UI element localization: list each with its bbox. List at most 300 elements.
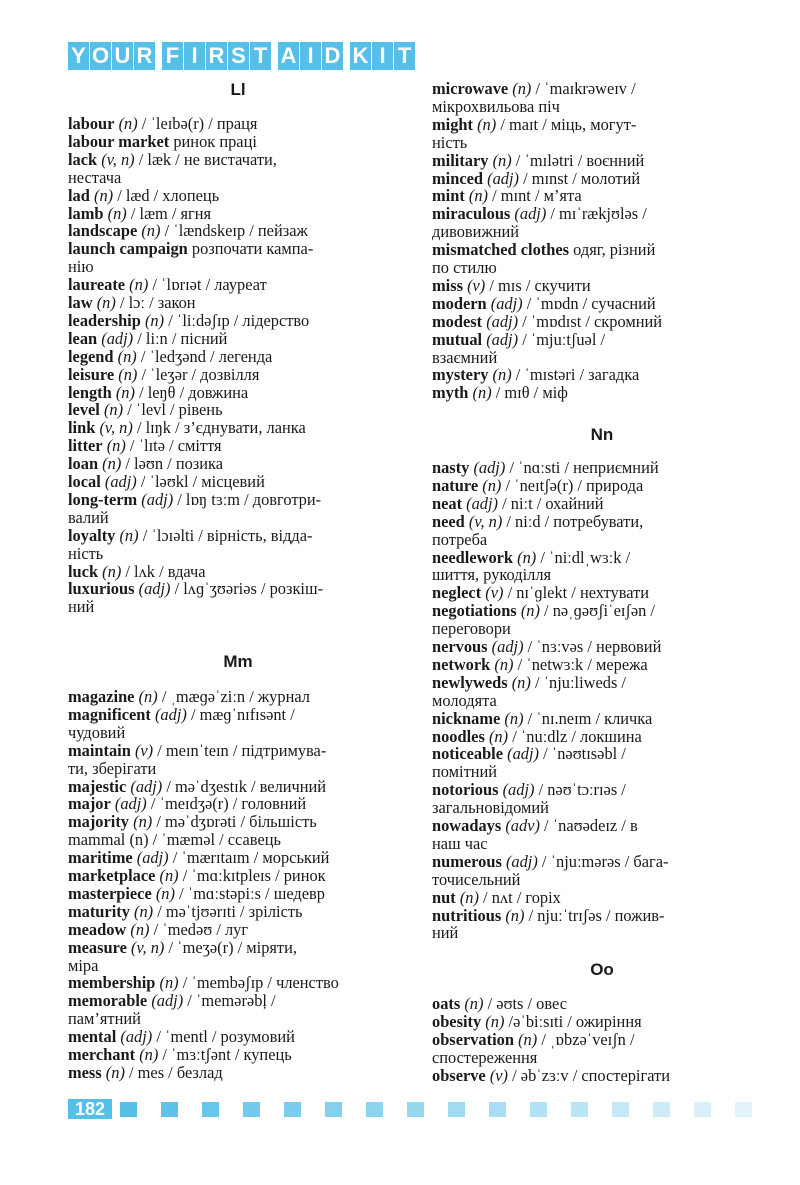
part-of-speech: (n) <box>118 114 138 133</box>
part-of-speech: (n) <box>492 150 512 170</box>
dictionary-entry <box>68 205 211 223</box>
definition-text: / ˈmɒdɪst / скромний <box>522 311 663 331</box>
headword: microwave <box>432 79 509 98</box>
definition-text: / ləʊn / позика <box>125 454 224 474</box>
headword: nervous <box>432 637 488 656</box>
part-of-speech: (adj) <box>507 744 539 764</box>
headword: military <box>432 150 489 170</box>
dictionary-entry <box>432 477 643 495</box>
definition-text: / ˈmeʒə(r) / міряти, <box>168 937 297 957</box>
dictionary-entry <box>68 240 313 258</box>
definition-text: ти, зберігати <box>68 758 157 778</box>
part-of-speech: (n) <box>139 1045 159 1064</box>
definition-text: / lɒŋ tɜːm / довготри- <box>177 489 322 509</box>
definition-text: / læd / хлопець <box>117 185 220 205</box>
footer-square <box>120 1102 137 1117</box>
headword: major <box>68 794 111 814</box>
headword: labour <box>68 114 115 133</box>
definition-text: / ˈlɒrɪət / лауреат <box>152 275 267 295</box>
headword: length <box>68 382 112 402</box>
definition-text: шиття, рукоділля <box>432 565 552 585</box>
part-of-speech: (n) <box>115 382 135 402</box>
part-of-speech: (adj) <box>491 637 524 656</box>
part-of-speech: (n) <box>102 454 122 474</box>
header-letter-box: O <box>91 43 110 68</box>
dictionary-entry <box>68 366 259 384</box>
part-of-speech: (n) <box>107 203 127 223</box>
dictionary-entry <box>68 760 156 778</box>
headword: notorious <box>432 780 499 800</box>
definition-text: потреба <box>432 529 488 549</box>
letter-heading: Ll <box>230 80 246 99</box>
dictionary-entry <box>68 957 98 975</box>
definition-text: / maɪt / міць, могут- <box>500 114 637 134</box>
dictionary-entry <box>432 116 636 134</box>
header-word <box>278 42 344 70</box>
dictionary-entry <box>432 1049 537 1067</box>
definition-text: нію <box>68 257 94 277</box>
letter-heading: Nn <box>590 425 614 444</box>
dictionary-entry <box>68 473 265 491</box>
headword: laureate <box>68 275 126 295</box>
headword: noticeable <box>432 744 504 764</box>
footer-square <box>653 1102 670 1117</box>
dictionary-entry <box>68 885 325 903</box>
dictionary-entry <box>432 531 487 549</box>
definition-text: / meɪnˈteɪn / підтримува- <box>157 740 327 760</box>
footer-square <box>366 1102 383 1117</box>
headword: memorable <box>68 991 148 1011</box>
headword: noodles <box>432 726 485 746</box>
dictionary-entry <box>68 831 281 849</box>
footer-square <box>530 1102 547 1117</box>
definition-text: / əʊts / овес <box>487 994 567 1013</box>
dictionary-entry <box>68 813 317 831</box>
headword: needlework <box>432 547 514 567</box>
headword: labour market <box>68 131 170 151</box>
part-of-speech: (adj) <box>514 204 547 224</box>
dictionary-entry <box>432 152 644 170</box>
part-of-speech: (n) <box>129 275 149 295</box>
page-number: 182 <box>68 1099 112 1119</box>
part-of-speech: (adj) <box>114 794 147 814</box>
dictionary-entry <box>68 276 267 294</box>
headword: landscape <box>68 221 138 241</box>
headword: majority <box>68 812 129 832</box>
part-of-speech: (adj) <box>136 848 169 868</box>
headword: meadow <box>68 919 127 939</box>
headword: local <box>68 472 101 491</box>
headword: marketplace <box>68 866 156 885</box>
headword: litter <box>68 436 103 456</box>
definition-text: / lʌɡˈʒʊəriəs / розкіш- <box>174 579 324 599</box>
headword: measure <box>68 937 127 957</box>
part-of-speech: (n) <box>102 561 122 581</box>
definition-text: / ˈneɪtʃə(r) / природа <box>505 475 644 495</box>
dictionary-entry <box>432 871 520 889</box>
footer-square <box>202 1102 219 1117</box>
headword: nickname <box>432 708 501 728</box>
definition-text: міра <box>68 955 99 975</box>
definition-text: / ˈnjuːmərəs / бага- <box>541 851 669 871</box>
headword: neglect <box>432 583 482 603</box>
headword: newlyweds <box>432 672 508 692</box>
headword: observation <box>432 1029 514 1049</box>
part-of-speech: (n) <box>133 812 153 832</box>
definition-text: розпочати кампа- <box>191 239 314 259</box>
definition-text: чудовий <box>68 722 126 742</box>
dictionary-entry <box>432 187 582 205</box>
part-of-speech: (n) <box>144 310 165 330</box>
definition-text: переговори <box>432 619 511 639</box>
header-letter-box: T <box>394 42 415 70</box>
header-letter-box: Y <box>68 42 89 70</box>
headword: oats <box>432 994 461 1013</box>
dictionary-entry <box>432 170 640 188</box>
headword: modest <box>432 311 483 331</box>
definition-text: / mɪnt / м’ята <box>492 186 582 206</box>
dictionary-entry <box>432 566 551 584</box>
dictionary-entry <box>432 459 659 477</box>
definition-text: / ˈmɜːtʃənt / купець <box>162 1045 292 1064</box>
dictionary-entry <box>68 294 196 312</box>
headword: luxurious <box>68 579 135 599</box>
definition-text: ність <box>68 543 104 563</box>
header-word <box>350 42 416 70</box>
headword: leisure <box>68 364 115 384</box>
dictionary-entry <box>68 151 277 169</box>
definition-text: ринок праці <box>173 131 257 151</box>
dictionary-entry <box>432 656 648 674</box>
definition-text: / ˈniːdlˌwɜːk / <box>540 547 631 567</box>
header-letter-box: U <box>112 42 133 70</box>
part-of-speech: (n) <box>105 1062 125 1082</box>
definition-text: / mæɡˈnɪfɪsənt / <box>190 704 295 724</box>
header-word <box>68 42 156 70</box>
dictionary-entry <box>68 419 306 437</box>
dictionary-entry <box>432 602 655 620</box>
definition-text: / ˈnetwɜːk / мережа <box>517 654 648 674</box>
footer-square <box>325 1102 342 1117</box>
footer-square <box>489 1102 506 1117</box>
definition-text: / læm / ягня <box>130 203 212 223</box>
page-footer <box>68 1099 768 1119</box>
dictionary-entry <box>432 638 661 656</box>
dictionary-entry <box>68 992 276 1010</box>
dictionary-entry <box>68 509 109 527</box>
part-of-speech: (v) <box>489 1065 509 1085</box>
dictionary-entry <box>432 1031 635 1049</box>
part-of-speech: (v) <box>134 740 154 760</box>
definition-text: / məˈdʒɒrəti / більшість <box>156 812 317 832</box>
part-of-speech: (adj) <box>151 991 184 1011</box>
definition-text: / lɔː / закон <box>119 293 196 312</box>
dictionary-entry <box>68 1046 292 1064</box>
headword: link <box>68 418 96 438</box>
dictionary-entry <box>432 295 656 313</box>
definition-text: / ˈmemərəbļ / <box>187 991 276 1011</box>
definition-text: / ˈnɑːsti / неприємний <box>509 458 659 477</box>
definition-text: / ˈnɜːvəs / нервовий <box>527 637 662 656</box>
definition-text: / ˈlɪtə / сміття <box>129 436 222 456</box>
dictionary-entry <box>432 384 568 402</box>
dictionary-entry <box>68 1064 223 1082</box>
headword: mismatched clothes <box>432 240 570 260</box>
definition-text: ний <box>432 923 459 943</box>
dictionary-entry <box>432 620 511 638</box>
definition-text: / leŋθ / довжина <box>139 382 249 402</box>
part-of-speech: (n) <box>106 436 126 456</box>
dictionary-entry <box>432 781 626 799</box>
definition-text: / læk / не вистачати, <box>138 149 277 169</box>
headword: might <box>432 114 473 134</box>
definition-text: / nɪˈɡlekt / нехтувати <box>507 583 650 603</box>
dictionary-entry <box>68 939 297 957</box>
part-of-speech: (n) <box>103 400 124 420</box>
headword: masterpiece <box>68 883 152 903</box>
headword: long-term <box>68 489 138 509</box>
headword: law <box>68 293 93 312</box>
dictionary-entry <box>432 241 655 259</box>
part-of-speech: (adj) <box>505 851 538 871</box>
dictionary-entry <box>432 692 497 710</box>
header-word <box>162 42 272 70</box>
dictionary-entry <box>68 312 309 330</box>
definition-text: мікрохвильова піч <box>432 96 560 116</box>
definition-text: ний <box>68 597 95 617</box>
headword: myth <box>432 383 469 403</box>
part-of-speech: (v) <box>467 275 486 295</box>
definition-text: / ˈnaʊədeɪz / в <box>544 816 638 835</box>
headword: mental <box>68 1027 117 1047</box>
header-letter-box: D <box>322 42 343 70</box>
definition-text: / məˈtjʊərɪti / зрілість <box>157 901 303 921</box>
header-letter-box: I <box>300 42 321 70</box>
dictionary-entry <box>68 348 272 366</box>
definition-text: / ˈleʒər / дозвілля <box>141 364 260 384</box>
definition-text: / ˈmaɪkrəweɪv / <box>535 79 636 98</box>
definition-text: / ˈmjuːtʃuəl / <box>522 329 606 349</box>
headword: obesity <box>432 1011 482 1031</box>
header-letter-box: K <box>350 42 371 70</box>
definition-text: / lʌk / вдача <box>125 561 206 581</box>
definition-text: помітний <box>432 762 498 782</box>
part-of-speech: (adj) <box>486 329 519 349</box>
definition-text: / ˈnɪ.neɪm / кличка <box>527 708 653 728</box>
part-of-speech: (n) <box>477 114 497 134</box>
part-of-speech: (adj) <box>101 328 134 348</box>
definition-text: / nʌt / горіх <box>483 887 561 907</box>
definition-text: / ˌɒbzəˈveɪʃn / <box>541 1029 635 1049</box>
headword: nature <box>432 475 479 495</box>
header-letter-box: A <box>278 42 299 70</box>
part-of-speech: (n) <box>485 1011 505 1031</box>
dictionary-entry <box>432 205 647 223</box>
dictionary-entry <box>68 849 329 867</box>
part-of-speech: (n) <box>130 919 150 939</box>
dictionary-entry <box>68 115 257 133</box>
definition-text: / ˈlevl / рівень <box>127 400 223 420</box>
dictionary-entry <box>432 349 497 367</box>
dictionary-entry <box>432 495 604 513</box>
headword: loyalty <box>68 525 116 545</box>
dictionary-entry <box>432 710 652 728</box>
definition-text: / njuːˈtrɪʃəs / пожив- <box>528 905 665 925</box>
dictionary-entry <box>68 330 227 348</box>
part-of-speech: (adj) <box>486 311 519 331</box>
footer-square <box>735 1102 752 1117</box>
footer-square <box>571 1102 588 1117</box>
part-of-speech: (adj) <box>104 472 137 491</box>
dictionary-entry <box>68 384 248 402</box>
definition-text: / ˈlændskeɪp / пейзаж <box>164 221 308 241</box>
headword: maritime <box>68 848 133 868</box>
part-of-speech: (v, n) <box>468 511 503 531</box>
part-of-speech: (n) <box>93 185 114 205</box>
definition-text: нестача <box>68 167 122 187</box>
dictionary-entry <box>68 527 313 545</box>
dictionary-entry <box>68 795 306 813</box>
part-of-speech: (n) <box>117 346 137 366</box>
part-of-speech: (adj) <box>154 704 187 724</box>
dictionary-entry <box>432 98 560 116</box>
definition-text: точисельний <box>432 869 521 889</box>
definition-text: / ˈmembəʃɪp / членство <box>182 973 339 993</box>
dictionary-entry <box>68 921 248 939</box>
dictionary-entry <box>432 799 549 817</box>
part-of-speech: (adj) <box>141 489 174 509</box>
headword: maintain <box>68 740 131 760</box>
definition-text: молодята <box>432 690 497 710</box>
headword: numerous <box>432 851 502 871</box>
header-letter-box: I <box>184 42 205 70</box>
definition-text: / nəʊˈtɔːrɪəs / <box>538 780 626 800</box>
part-of-speech: (n) <box>517 547 537 567</box>
header-letter-box: S <box>228 42 249 70</box>
dictionary-entry <box>432 674 626 692</box>
part-of-speech: (n) <box>464 994 484 1013</box>
definition-text: пам’ятний <box>68 1009 141 1029</box>
headword: maturity <box>68 901 130 921</box>
dictionary-entry <box>432 817 638 835</box>
footer-square <box>161 1102 178 1117</box>
part-of-speech: (adv) <box>505 816 540 835</box>
dictionary-entry <box>432 331 605 349</box>
dictionary-entry <box>68 867 326 885</box>
footer-square <box>284 1102 301 1117</box>
definition-text: спостереження <box>432 1047 538 1067</box>
headword: miss <box>432 275 463 295</box>
definition-text: / ˈmentl / розумовий <box>156 1027 295 1047</box>
definition-text: / məˈdʒestɪk / величний <box>166 776 327 796</box>
headword: modern <box>432 293 487 313</box>
dictionary-entry <box>68 974 339 992</box>
definition-text: / ˈmɑːkɪtpleɪs / ринок <box>182 866 326 885</box>
definition-text: / ˈmɪstəri / загадка <box>515 365 640 385</box>
part-of-speech: (n) <box>520 601 540 621</box>
headword: mystery <box>432 365 489 385</box>
definition-text: / ˈnjuːliweds / <box>534 672 626 692</box>
part-of-speech: (n) <box>505 905 525 925</box>
headword: nut <box>432 887 456 907</box>
headword: luck <box>68 561 99 581</box>
definition-text: / ˈliːdəʃɪp / лідерство <box>168 310 310 330</box>
dictionary-entry <box>68 598 94 616</box>
dictionary-entry <box>68 742 326 760</box>
part-of-speech: (adj) <box>120 1027 153 1047</box>
part-of-speech: (n) <box>141 221 161 241</box>
definition-text: / niːd / потребувати, <box>506 511 644 531</box>
headword: neat <box>432 493 463 513</box>
dictionary-entry <box>68 222 308 240</box>
dictionary-entry <box>432 1067 670 1085</box>
dictionary-entry <box>68 1028 295 1046</box>
definition-text: / ˈləʊkl / місцевий <box>140 472 265 491</box>
dictionary-entry <box>68 545 103 563</box>
definition-text: / mɪs / скучити <box>489 275 591 295</box>
definition-text: mammal (n) / ˈmæməl / ссавець <box>68 830 281 850</box>
dictionary-entry <box>68 169 121 187</box>
dictionary-entry <box>432 763 497 781</box>
definition-text: валий <box>68 507 109 527</box>
dictionary-entry <box>432 853 669 871</box>
definition-text: / ˈnəʊtɪsəbl / <box>543 744 626 764</box>
headword: lamb <box>68 203 104 223</box>
definition-text: / ˈmeɪdʒə(r) / головний <box>150 794 307 814</box>
dictionary-entry <box>432 366 639 384</box>
dictionary-entry <box>68 724 125 742</box>
headword: mutual <box>432 329 483 349</box>
dictionary-entry <box>432 835 488 853</box>
headword: network <box>432 654 491 674</box>
footer-square <box>243 1102 260 1117</box>
dictionary-entry <box>432 277 591 295</box>
definition-text: / liːn / пісний <box>137 328 228 348</box>
headword: nutritious <box>432 905 502 925</box>
definition-text: / mɪθ / міф <box>495 383 568 403</box>
definition-text: наш час <box>432 833 488 853</box>
part-of-speech: (adj) <box>487 168 519 188</box>
header-letter-box: F <box>162 42 183 70</box>
headword: legend <box>68 346 114 366</box>
headword: observe <box>432 1065 486 1085</box>
part-of-speech: (v, n) <box>101 149 135 169</box>
definition-text: / əbˈzɜːv / спостерігати <box>512 1065 670 1085</box>
definition-text: взаємний <box>432 347 498 367</box>
part-of-speech: (n) <box>504 708 524 728</box>
definition-text: / ˈmɪlətri / воєнний <box>515 150 645 170</box>
headword: lad <box>68 185 90 205</box>
definition-text: /əˈbiːsɪti / ожиріння <box>508 1011 642 1031</box>
dictionary-entry <box>432 995 567 1013</box>
header-letter-box: T <box>250 42 271 70</box>
definition-text: / ˈmɒdn / сучасний <box>526 293 656 313</box>
definition-text: дивовижний <box>432 222 520 242</box>
dictionary-entry <box>68 491 321 509</box>
definition-text: ність <box>432 132 468 152</box>
dictionary-entry <box>432 728 642 746</box>
headword: need <box>432 511 465 531</box>
part-of-speech: (n) <box>472 383 492 403</box>
header-letter-box: I <box>372 42 393 70</box>
definition-text: по стилю <box>432 258 497 277</box>
dictionary-entry <box>432 584 649 602</box>
dictionary-entry <box>68 133 257 151</box>
definition-text: / mes / безлад <box>129 1062 223 1082</box>
headword: merchant <box>68 1045 136 1064</box>
headword: mess <box>68 1062 102 1082</box>
definition-text: / ˈmedəʊ / луг <box>153 919 249 939</box>
